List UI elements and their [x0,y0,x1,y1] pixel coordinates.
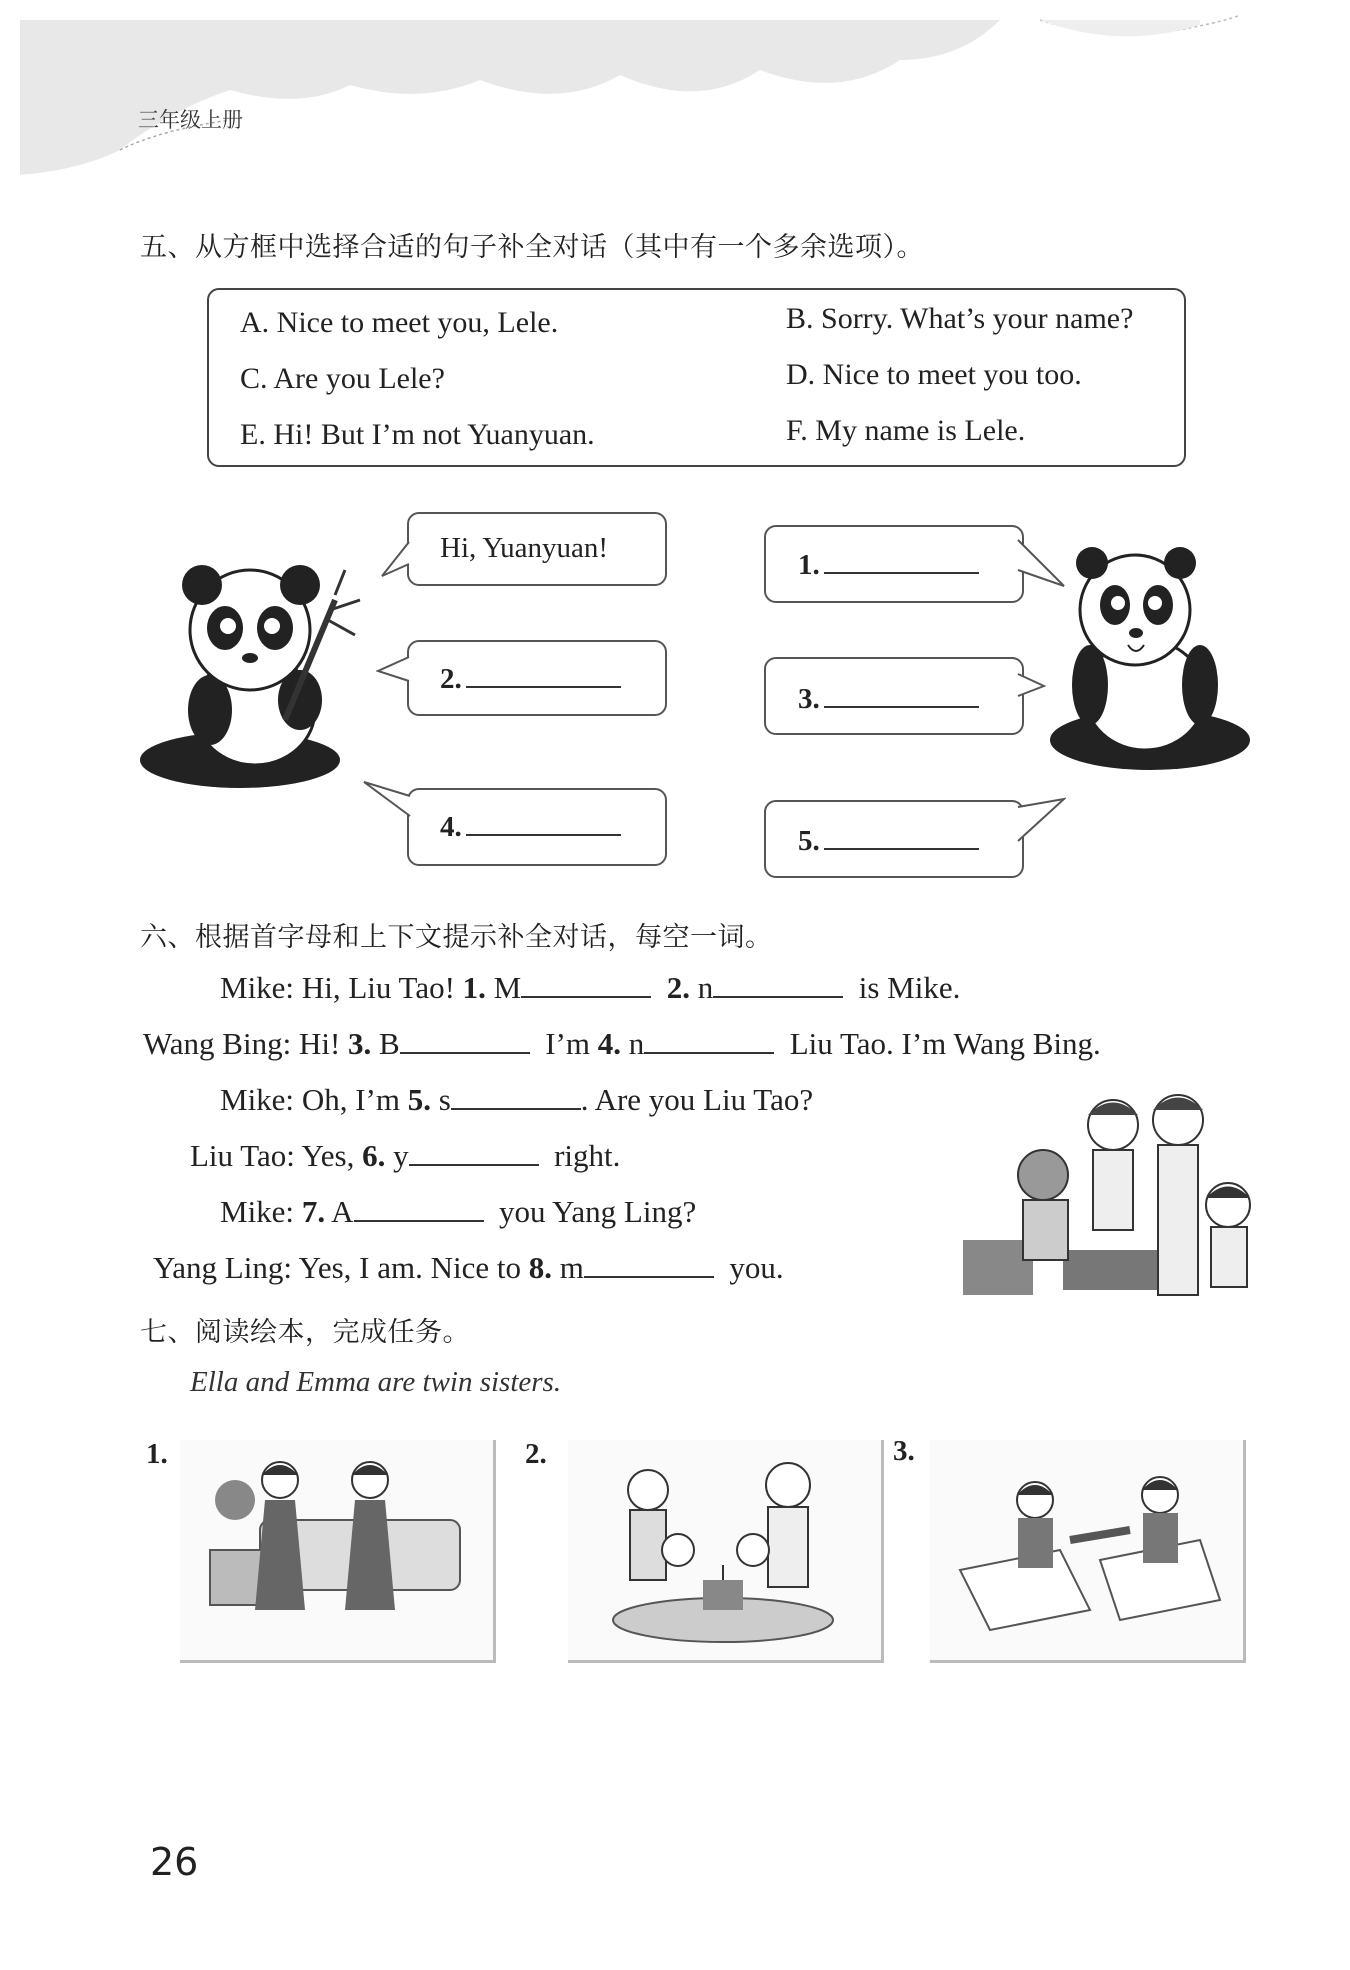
picture-label-3: 3. [893,1435,915,1467]
blank-1[interactable]: 1. [798,546,979,582]
blank-6-4[interactable] [644,1026,774,1054]
birthday-party-image [568,1440,881,1660]
dialogue-line-5: Mike: 7. A you Yang Ling? [220,1194,697,1229]
panda-right-illustration [1040,545,1250,775]
dialogue-line-2: Wang Bing: Hi! 3. B I’m 4. n Liu Tao. I’m Wang Bing. [143,1026,1101,1061]
story-intro: Ella and Emma are twin sisters. [190,1366,562,1398]
story-picture-3 [930,1440,1246,1663]
twins-living-room-image [180,1440,493,1660]
section7-title: 七、阅读绘本，完成任务。 [140,1317,470,1348]
dialogue-line-4: Liu Tao: Yes, 6. y right. [190,1138,621,1173]
bubble-tail [1016,670,1046,700]
bubble-tail [380,540,412,580]
dialogue-line-6: Yang Ling: Yes, I am. Nice to 8. m you. [153,1250,784,1285]
blank-2[interactable]: 2. [440,660,621,696]
option-c: C. Are you Lele? [240,362,445,395]
section5-title: 五、从方框中选择合适的句子补全对话（其中有一个多余选项）。 [140,232,924,263]
twins-drawing-image [930,1440,1243,1660]
blank-6-6[interactable] [409,1138,539,1166]
dialogue-line-1: Mike: Hi, Liu Tao! 1. M 2. n is Mike. [220,970,961,1005]
picture-label-1: 1. [146,1438,168,1470]
option-e: E. Hi! But I’m not Yuanyuan. [240,418,595,451]
section6-title: 六、根据首字母和上下文提示补全对话，每空一词。 [140,922,773,953]
story-picture-1 [180,1440,496,1663]
blank-6-7[interactable] [354,1194,484,1222]
classroom-illustration [963,1090,1263,1300]
bubble-tail [1016,795,1066,845]
bubble-tail [362,778,412,818]
bubble-given-text: Hi, Yuanyuan! [440,532,609,564]
blank-6-1[interactable] [521,970,651,998]
picture-label-2: 2. [525,1438,547,1470]
bubble-tail [376,655,410,685]
blank-4[interactable]: 4. [440,808,621,844]
option-f: F. My name is Lele. [786,414,1026,447]
blank-5[interactable]: 5. [798,822,979,858]
option-d: D. Nice to meet you too. [786,358,1082,391]
dialogue-line-3: Mike: Oh, I’m 5. s . Are you Liu Tao? [220,1082,814,1117]
option-b: B. Sorry. What’s your name? [786,302,1134,335]
blank-3[interactable]: 3. [798,680,979,716]
header-decoration [0,0,1350,190]
blank-6-2[interactable] [713,970,843,998]
option-a: A. Nice to meet you, Lele. [240,306,559,339]
grade-label: 三年级上册 [138,108,243,132]
bubble-tail [1016,530,1068,590]
panda-left-illustration [140,560,380,790]
story-picture-2 [568,1440,884,1663]
blank-6-5[interactable] [451,1082,581,1110]
blank-6-8[interactable] [584,1250,714,1278]
blank-6-3[interactable] [400,1026,530,1054]
page-number: 26 [150,1840,199,1884]
